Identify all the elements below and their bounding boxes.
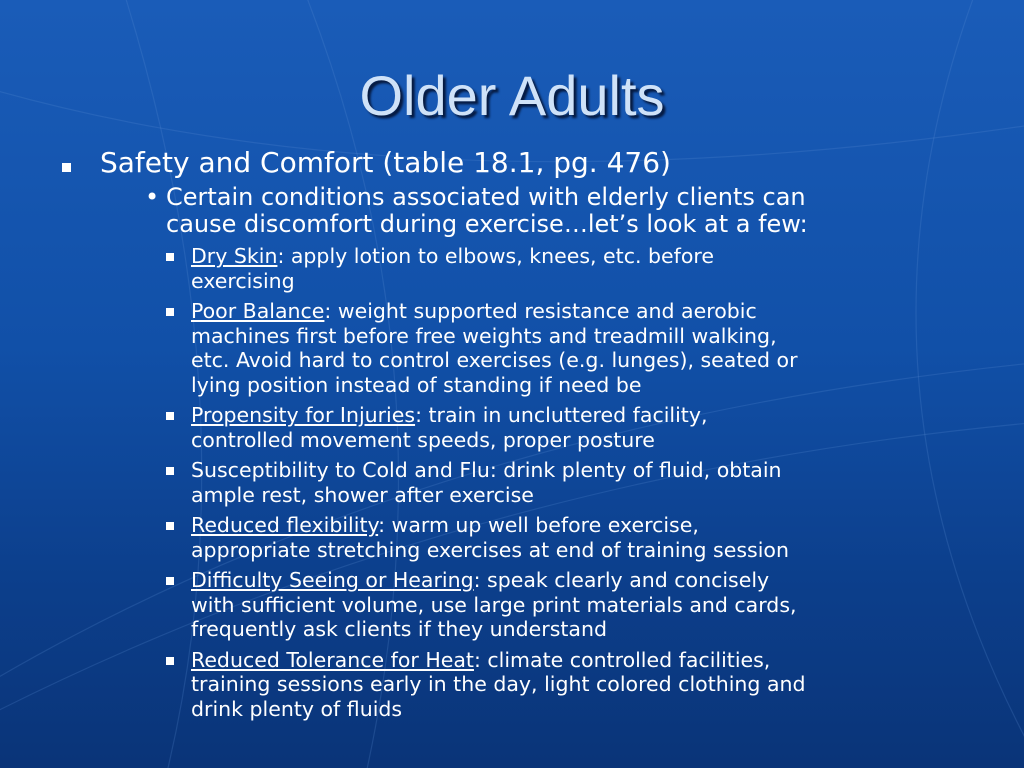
condition-text: training sessions early in the day, light colored clothing and — [191, 672, 806, 696]
condition-list — [62, 244, 972, 721]
condition-line — [191, 299, 972, 324]
condition-line — [191, 672, 972, 697]
condition-line — [191, 483, 972, 508]
condition-line — [191, 244, 972, 269]
level2-bullet-item — [145, 184, 972, 238]
condition-text: exercising — [191, 268, 295, 293]
square-bullet-icon — [166, 308, 174, 316]
level1-text: Safety and Comfort (table 18.1, pg. 476) — [100, 146, 671, 179]
condition-text: drink plenty of fluids — [191, 696, 403, 721]
condition-term: Reduced Tolerance for Heat — [191, 647, 474, 672]
square-bullet-icon — [166, 577, 174, 585]
square-bullet-icon — [166, 253, 174, 261]
slide-body — [62, 146, 972, 727]
level1-bullet-item — [62, 146, 972, 180]
condition-term: Dry Skin — [191, 244, 278, 268]
round-bullet-icon: • — [145, 183, 160, 211]
condition-line — [191, 697, 972, 722]
condition-item — [191, 458, 972, 507]
square-bullet-icon — [166, 412, 174, 420]
condition-text: : train in uncluttered facility, — [415, 403, 708, 427]
condition-line — [191, 403, 972, 428]
square-bullet-icon — [166, 467, 174, 475]
condition-line — [191, 568, 972, 593]
condition-text: frequently ask clients if they understand — [191, 617, 607, 641]
condition-text: etc. Avoid hard to control exercises (e.g. lunges), seated or — [191, 348, 798, 372]
condition-line — [191, 269, 972, 294]
condition-text: : warm up well before exercise, — [378, 513, 699, 537]
condition-line — [191, 648, 972, 673]
condition-item — [191, 513, 972, 562]
condition-term: Reduced flexibility — [191, 513, 379, 537]
square-bullet-icon — [62, 163, 71, 172]
condition-text: : speak clearly and concisely — [473, 568, 770, 592]
condition-line — [191, 538, 972, 563]
condition-text: lying position instead of standing if need be — [191, 372, 642, 397]
condition-item — [191, 568, 972, 642]
condition-line — [191, 348, 972, 373]
condition-item — [191, 403, 972, 452]
square-bullet-icon — [166, 657, 174, 665]
condition-line — [191, 593, 972, 618]
level2-line: cause discomfort during exercise…let’s look at a few: — [166, 210, 808, 238]
condition-line — [191, 324, 972, 349]
condition-term: Difficulty Seeing or Hearing — [191, 568, 474, 592]
condition-item — [191, 648, 972, 722]
condition-term: Propensity for Injuries — [191, 403, 416, 427]
condition-text: : apply lotion to elbows, knees, etc. before — [277, 244, 714, 268]
level2-line: Certain conditions associated with elderly clients can — [166, 183, 806, 211]
condition-text: ample rest, shower after exercise — [191, 482, 534, 507]
condition-line — [191, 617, 972, 642]
condition-text: machines first before free weights and treadmill walking, — [191, 323, 777, 348]
condition-text: controlled movement speeds, proper posture — [191, 427, 655, 452]
condition-line — [191, 373, 972, 398]
condition-text: with sufficient volume, use large print materials and cards, — [191, 592, 797, 617]
condition-term: Susceptibility to Cold and Flu — [191, 458, 490, 482]
condition-item — [191, 244, 972, 293]
condition-text: appropriate stretching exercises at end of training session — [191, 537, 789, 562]
square-bullet-icon — [166, 522, 174, 530]
condition-text: : weight supported resistance and aerobic — [324, 299, 757, 323]
condition-term: Poor Balance — [191, 299, 325, 323]
slide-title: Older Adults — [359, 64, 665, 127]
condition-line — [191, 428, 972, 453]
condition-line — [191, 458, 972, 483]
condition-text: : drink plenty of fluid, obtain — [489, 458, 782, 482]
condition-line — [191, 513, 972, 538]
condition-text: : climate controlled facilities, — [473, 647, 771, 672]
condition-item — [191, 299, 972, 397]
